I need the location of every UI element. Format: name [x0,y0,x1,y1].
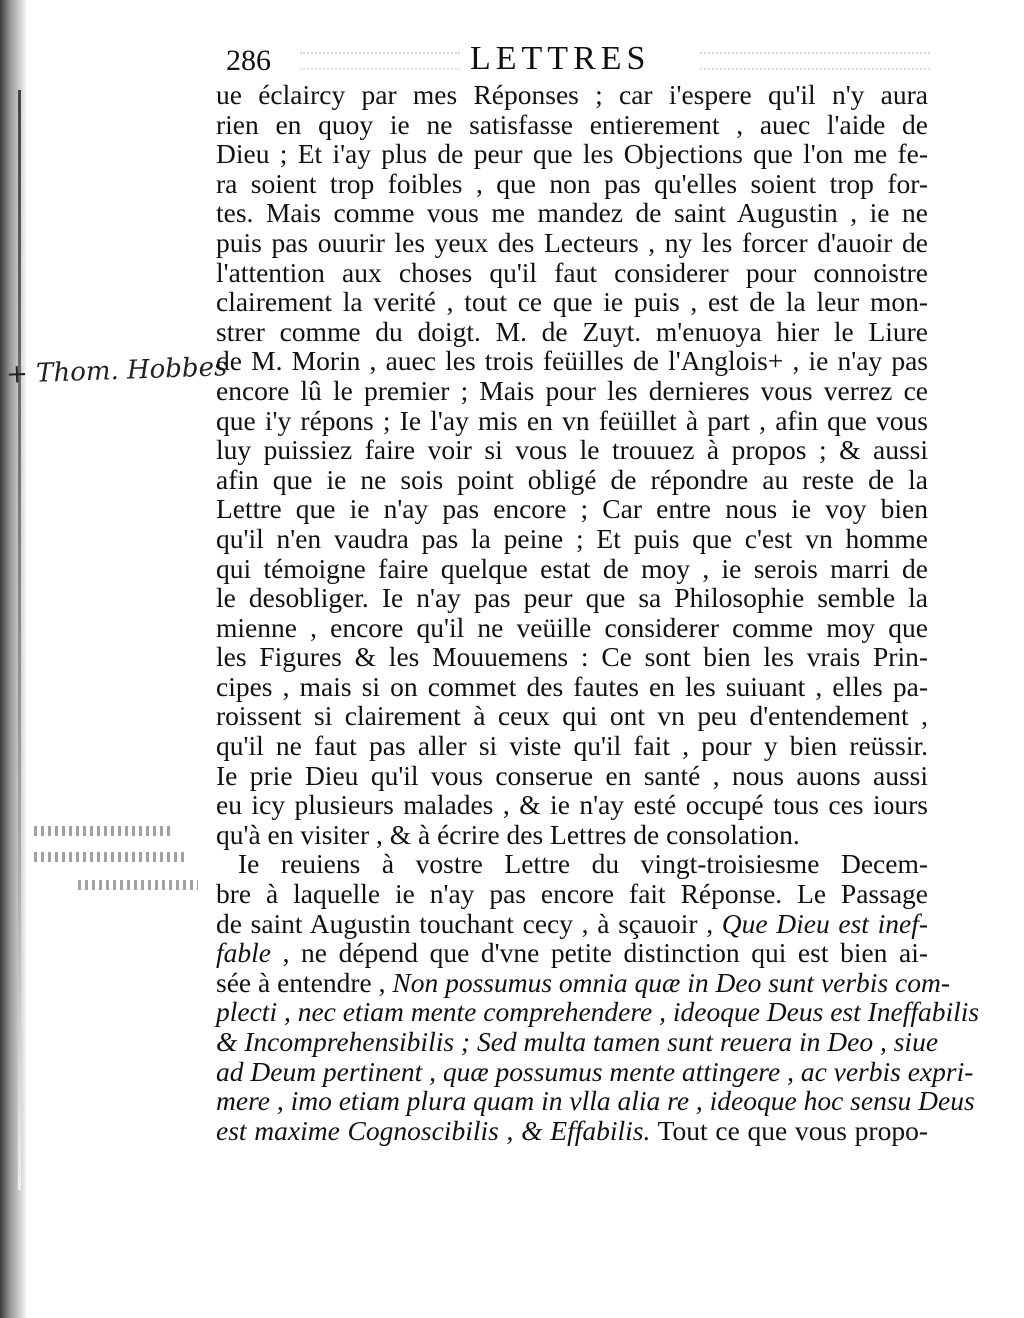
text-line [216,849,928,879]
text-segment: , ne dépend que d'vne petite distinction qui est bien ai- [271,937,928,969]
text-line [216,554,928,584]
text-segment: ra soient trop foibles , que non pas qu'elles soient trop for- [216,167,928,199]
text-segment: rien en quoy ie ne satisfasse entierement , auec l'aide de [216,108,928,140]
italic-text-segment: & Incomprehensibilis ; Sed multa tamen sunt reuera in Deo , siue [216,1026,939,1057]
margin-smudge [34,826,174,836]
text-line [216,435,928,465]
text-line [216,672,928,702]
text-line [216,287,928,317]
italic-text-segment: Non possumus omnia quæ in Deo sunt verbis com- [392,966,951,998]
text-line [216,524,928,554]
letter-body-text [216,79,980,1146]
text-line [216,790,928,820]
text-line [216,879,928,909]
text-segment: les Figures & les Mouuemens : Ce sont bien les vrais Prin- [216,641,928,673]
text-line [216,761,928,791]
page-gutter-shadow [0,0,26,1318]
text-line [216,228,928,258]
page-number: 286 [226,44,271,77]
text-segment: encore lû le premier ; Mais pour les dernieres vous verrez ce [216,374,928,406]
text-segment: tes. Mais comme vous me mandez de saint Augustin , ie ne [216,197,928,229]
text-segment: clairement la verité , tout ce que ie puis , est de la leur mon- [216,286,928,318]
italic-text-segment: ad Deum pertinent , quæ possumus mente attingere , ac verbis expri- [216,1055,974,1087]
text-line [216,1055,974,1087]
text-line [216,1085,975,1117]
italic-text-segment: mere , imo etiam plura quam in vlla alia re , ideoque hoc sensu Deus [216,1085,975,1117]
text-line [216,996,980,1028]
text-line [216,465,928,495]
text-segment: sée à entendre , [216,966,393,998]
text-line [216,731,928,761]
text-segment: strer comme du doigt. M. de Zuyt. m'enuoya hier le Liure [216,315,928,347]
text-segment: Ie reuiens à vostre Lettre du vingt-troisiesme Decem- [238,848,928,880]
italic-text-segment: plecti , nec etiam mente comprehendere , ideoque Deus est Ineffabilis [216,996,980,1028]
running-head: LETTRES [470,40,651,77]
text-line [216,909,928,939]
text-line [216,317,928,347]
text-line [216,376,928,406]
text-segment: Tout ce que vous propo- [650,1114,929,1146]
text-segment: mienne , encore qu'il ne veüille considerer comme moy que [216,611,928,643]
text-segment: cipes , mais si on commet des fautes en les suiuant , elles pa- [216,670,928,702]
text-line [216,406,928,436]
header-ornament-right [700,52,930,70]
text-line [216,820,928,850]
text-line [216,613,928,643]
text-line [216,1116,928,1146]
italic-text-segment: est maxime Cognoscibilis , & Effabilis. [216,1114,651,1146]
text-segment: bre à laquelle ie n'ay pas encore fait Réponse. Le Passage [216,878,928,910]
text-segment: que i'y répons ; Ie l'ay mis en vn feüillet à part , afin que vous [216,404,928,436]
text-segment: qu'il n'en vaudra pas la peine ; Et puis que c'est vn homme [216,522,928,554]
header-ornament-left [300,52,460,70]
text-line [216,938,928,968]
text-line [216,198,928,228]
text-segment: puis pas ouurir les yeux des Lecteurs , ny les forcer d'auoir de [216,226,928,258]
italic-text-segment: fable [216,937,271,969]
text-line [216,346,928,376]
text-line [216,642,928,672]
text-segment: afin que ie ne sois point obligé de répondre au reste de la [216,463,928,495]
margin-smudge [78,880,198,890]
margin-smudge [34,852,184,862]
text-segment: qui témoigne faire quelque estat de moy , ie serois marri de [216,552,928,584]
text-segment: roissent si clairement à ceux qui ont vn peu d'entendement , [216,700,928,732]
text-line [216,80,928,110]
text-segment: eu icy plusieurs malades , & ie n'ay esté occupé tous ces iours [216,789,928,821]
text-segment: de saint Augustin touchant cecy , à sçauoir , [216,907,722,939]
text-segment: Dieu ; Et i'ay plus de peur que les Objections que l'on me fe- [216,138,928,170]
text-line [216,583,928,613]
text-segment: le desobliger. Ie n'ay pas peur que sa Philosophie semble la [216,582,928,614]
text-segment: de M. Morin , auec les trois feüilles de l'Anglois+ , ie n'ay pas [216,345,928,377]
page-edge-line [18,90,21,1190]
text-line [216,139,928,169]
text-line [216,494,928,524]
handwritten-margin-note: + Thom. Hobbes [5,352,228,390]
text-segment: luy puissiez faire voir si vous le trouuez à propos ; & aussi [216,434,928,466]
text-segment: ue éclaircy par mes Réponses ; car i'espere qu'il n'y aura [216,79,928,110]
text-line [216,258,928,288]
text-line [216,701,928,731]
text-segment: l'attention aux choses qu'il faut considerer pour connoistre [216,256,928,288]
text-segment: qu'il ne faut pas aller si viste qu'il fait , pour y bien reüssir. [216,730,928,762]
text-line [216,110,928,140]
text-line [216,966,951,998]
text-segment: Ie prie Dieu qu'il vous conserue en santé , nous auons aussi [216,759,928,791]
text-line [216,169,928,199]
text-segment: qu'à en visiter , & à écrire des Lettres de consolation. [216,818,800,850]
text-line [216,1026,939,1057]
text-segment: Lettre que ie n'ay pas encore ; Car entre nous ie voy bien [216,493,928,525]
italic-text-segment: Que Dieu est inef- [721,907,928,939]
